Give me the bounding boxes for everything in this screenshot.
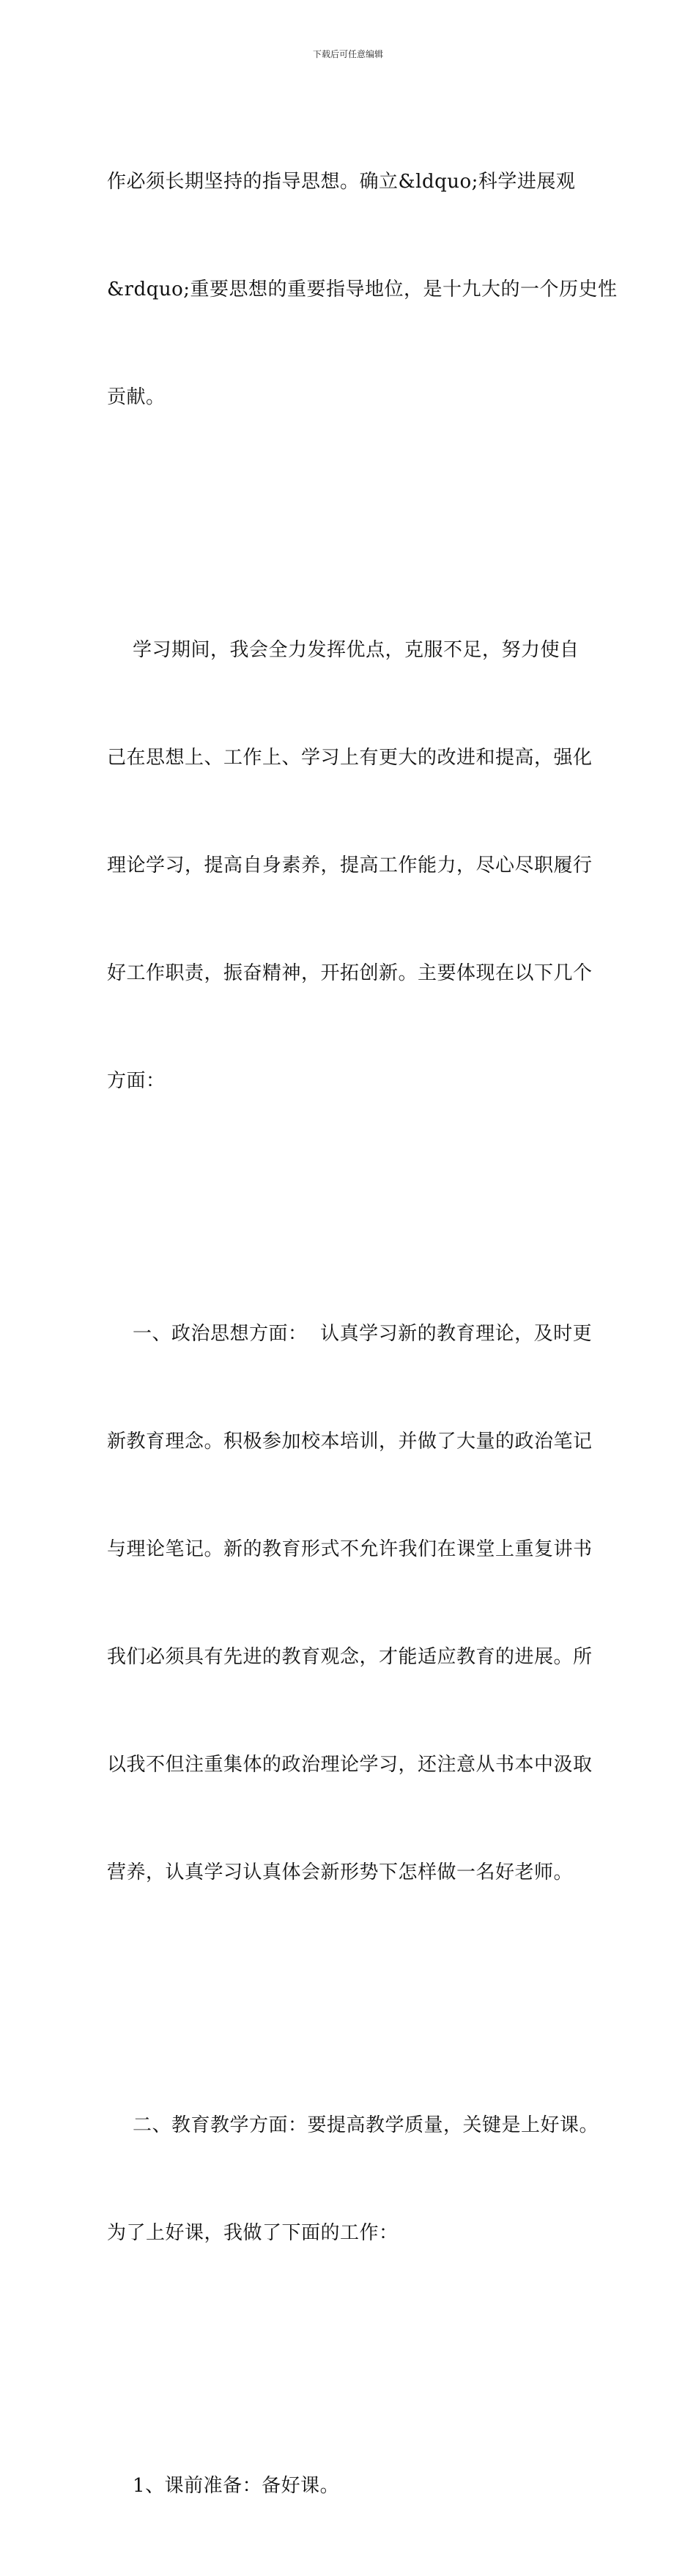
- paragraph-line: 以我不但注重集体的政治理论学习，还注意从书本中汲取: [107, 1754, 593, 1776]
- paragraph-line: 贡献。: [107, 386, 166, 408]
- paragraph-line: 我们必须具有先进的教育观念，才能适应教育的进展。所: [107, 1646, 593, 1668]
- paragraph-line: &rdquo;重要思想的重要指导地位，是十九大的一个历史性: [107, 278, 618, 300]
- paragraph-line: 作必须长期坚持的指导思想。确立&ldquo;科学进展观: [107, 171, 576, 193]
- paragraph-3: [107, 1244, 605, 1963]
- paragraph-line: 为了上好课，我做了下面的工作：: [107, 2222, 399, 2244]
- paragraph-gap: [107, 1999, 605, 2036]
- paragraph-line: 方面：: [107, 1070, 166, 1092]
- paragraph-gap: [107, 1171, 605, 1208]
- paragraph-line: 好工作职责，振奋精神，开拓创新。主要体现在以下几个: [107, 962, 593, 984]
- document-body: [107, 92, 618, 2576]
- paragraph-line: 新教育理念。积极参加校本培训，并做了大量的政治笔记: [107, 1431, 593, 1453]
- paragraph-gap: [107, 487, 605, 524]
- paragraph-line: 1、课前准备：备好课。: [107, 2475, 340, 2497]
- paragraph-line: 学习期间，我会全力发挥优点，克服不足，努力使自: [107, 639, 580, 661]
- paragraph-gap: [107, 1208, 605, 1244]
- page-header: 下载后可任意编辑: [312, 49, 383, 59]
- paragraph-gap: [107, 2360, 605, 2396]
- paragraph-gap: [107, 524, 605, 561]
- paragraph-gap: [107, 2323, 605, 2360]
- paragraph-line: 二、教育教学方面：要提高教学质量，关键是上好课。: [107, 2114, 599, 2136]
- paragraph-line: 一、政治思想方面： 认真学习新的教育理论，及时更: [107, 1323, 593, 1345]
- paragraph-4: [107, 2036, 605, 2323]
- paragraph-1: [107, 92, 618, 487]
- paragraph-line: 与理论笔记。新的教育形式不允许我们在课堂上重复讲书: [107, 1538, 593, 1560]
- paragraph-gap: [107, 1963, 605, 1999]
- paragraph-line: 理论学习，提高自身素养，提高工作能力，尽心尽职履行: [107, 855, 593, 876]
- paragraph-2: [107, 561, 605, 1171]
- paragraph-5: [107, 2396, 605, 2576]
- paragraph-line: 己在思想上、工作上、学习上有更大的改进和提高，强化: [107, 747, 593, 769]
- paragraph-line: 营养，认真学习认真体会新形势下怎样做一名好老师。: [107, 1861, 574, 1883]
